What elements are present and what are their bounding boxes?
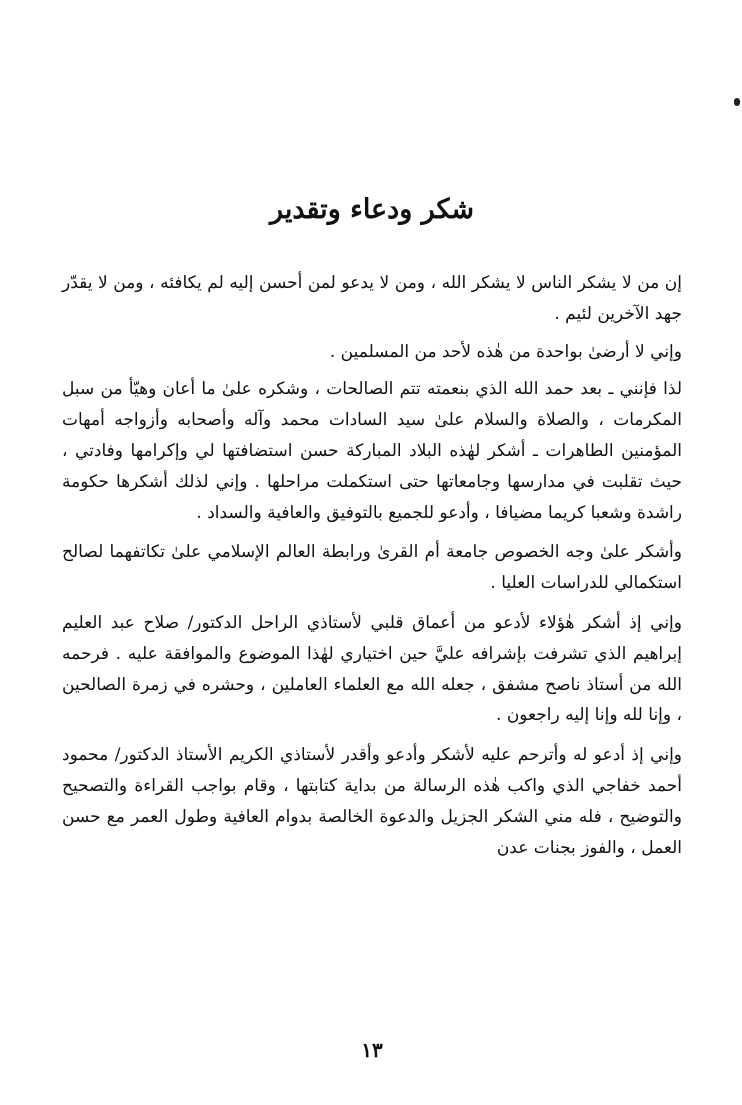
paragraph-late-supervisor: وإني إذ أشكر هٰؤلاء لأدعو من أعماق قلبي لأستاذي الراحل الدكتور/ صلاح عبد العليم إبراهيم الذي تشرفت بإشرافه عليَّ حين اختياري لهٰذا الموضوع والموافقة عليه . فرحمه الله من أستاذ ناصح مشفق ، جعله الله مع العلماء العاملين ، وحشره في زمرة الصالحين ، وإنا لله وإنا إليه راجعون . xyxy=(62,612,682,726)
paragraph-thanks-university: وأشكر علىٰ وجه الخصوص جامعة أم القرىٰ ورابطة العالم الإسلامي علىٰ تكاتفهما لصالح استكمالي للدراسات العليا . xyxy=(62,542,682,594)
paragraph-thanks-country: لذا فإنني ـ بعد حمد الله الذي بنعمته تتم الصالحات ، وشكره علىٰ ما أعان وهيّأ من سبل المكرمات ، والصلاة والسلام علىٰ سيد السادات محمد وآله وأصحابه وأزواجه أمهات المؤمنين الطاهرات ـ أشكر لهٰذه البلاد المباركة حسن استضافتها لي وإكرامها وفادتي ، حيث تقلبت في مدارسها وجامعاتها حتى استكملت مراحلها . وإني لذلك أشكرها حكومة راشدة وشعبا كريما مضيافا ، وأدعو للجميع بالتوفيق والعافية والسداد . xyxy=(62,379,682,523)
paragraph-opening: إن من لا يشكر الناس لا يشكر الله ، ومن لا يدعو لمن أحسن إليه لم يكافئه ، ومن لا يقدّر جهد الآخرين لئيم . xyxy=(62,273,682,324)
page-title: شكر ودعاء وتقدير xyxy=(269,194,475,225)
body-text xyxy=(62,268,682,863)
document-page xyxy=(62,0,682,1105)
paragraph-supervisor: وإني إذ أدعو له وأترحم عليه لأشكر وأدعو وأقدر لأستاذي الكريم الأستاذ الدكتور/ محمود أحمد خفاجي الذي واكب هٰذه الرسالة من بداية كتابتها ، وقام بواجب القراءة والتصحيح والتوضيح ، فله مني الشكر الجزيل والدعوة الخالصة بدوام العافية وطول العمر مع حسن العمل ، والفوز بجنات عدن xyxy=(62,745,682,858)
page-number: ١٣ xyxy=(361,1038,383,1062)
paragraph-statement: وإني لا أرضىٰ بواحدة من هٰذه لأحد من المسلمين . xyxy=(329,341,682,362)
ink-mark xyxy=(734,98,740,106)
